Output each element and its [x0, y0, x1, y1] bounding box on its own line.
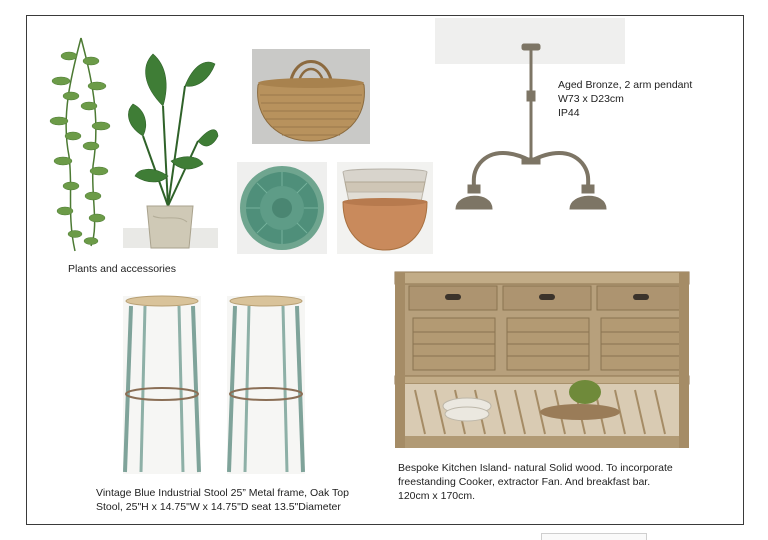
mood-board — [26, 15, 744, 525]
potted-plant-image — [123, 46, 218, 251]
plants-label: Plants and accessories — [68, 263, 176, 275]
plate-image — [237, 162, 327, 254]
stool-description: Vintage Blue Industrial Stool 25” Metal frame, Oak Top Stool, 25"H x 14.75"W x 14.75"D seat 13.5"Diameter — [96, 487, 349, 513]
basket-image — [252, 49, 370, 144]
kitchen-island-image — [395, 272, 689, 448]
bowls-image — [337, 162, 433, 254]
trailing-plant-image — [41, 36, 121, 256]
island-description: Bespoke Kitchen Island- natural Solid wood. To incorporate freestanding Cooker, extractor Fan. And breakfast bar. 120cm x 170cm. — [398, 462, 673, 502]
bar-stool-image-right — [227, 296, 305, 474]
bar-stool-image-left — [123, 296, 201, 474]
pendant-lamp-image — [442, 41, 622, 211]
pendant-description: Aged Bronze, 2 arm pendant W73 x D23cm IP44 — [558, 79, 693, 119]
